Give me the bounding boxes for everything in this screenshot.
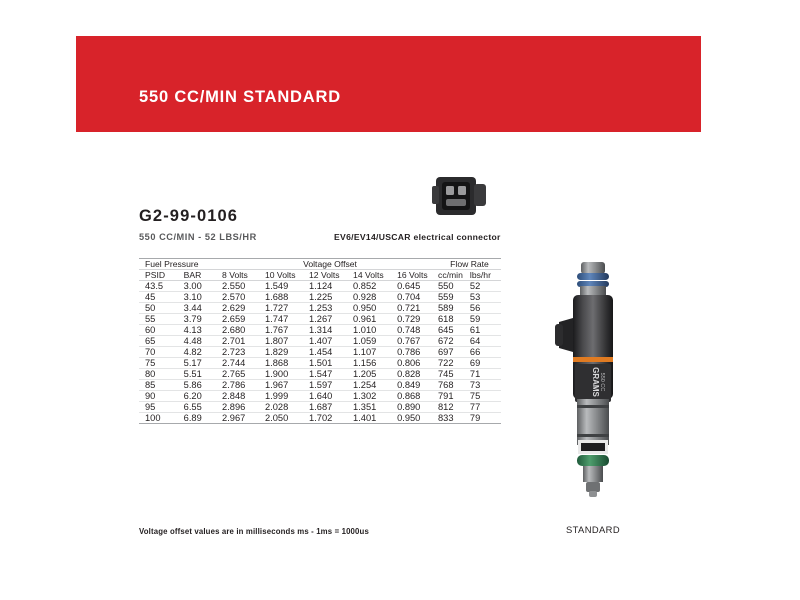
part-number: G2-99-0106 [139,207,239,225]
cell-12v: 1.501 [309,358,353,369]
cell-12v: 1.702 [309,413,353,424]
cell-bar: 6.20 [184,391,222,402]
cell-14v: 1.156 [353,358,397,369]
cell-ccmin: 618 [438,314,470,325]
cell-14v: 1.351 [353,402,397,413]
cell-ccmin: 672 [438,336,470,347]
table-column-header-row [139,270,501,281]
part-subtitle: 550 CC/MIN - 52 LBS/HR [139,232,257,242]
cell-16v: 0.645 [397,281,438,292]
table-row [139,380,501,391]
cell-10v: 2.050 [265,413,309,424]
cell-ccmin: 791 [438,391,470,402]
cell-12v: 1.547 [309,369,353,380]
cell-psid: 60 [139,325,184,336]
cell-8v: 2.744 [222,358,265,369]
cell-ccmin: 697 [438,347,470,358]
cell-12v: 1.253 [309,303,353,314]
connector-plug-icon [430,172,492,220]
cell-10v: 1.549 [265,281,309,292]
cell-12v: 1.124 [309,281,353,292]
group-header-flow-rate: Flow Rate [438,259,501,270]
cell-16v: 0.849 [397,380,438,391]
table-row [139,292,501,303]
cell-bar: 4.48 [184,336,222,347]
table-row [139,369,501,380]
cell-bar: 3.10 [184,292,222,303]
page-title: 550 CC/MIN STANDARD [139,88,341,106]
cell-10v: 1.829 [265,347,309,358]
svg-text:GRAMS: GRAMS [591,367,600,397]
fuel-injector-image [545,258,641,520]
spec-table-body [139,259,501,424]
header-banner [76,36,701,132]
cell-10v: 1.868 [265,358,309,369]
spec-table [139,258,501,424]
group-header-fuel-pressure: Fuel Pressure [139,259,222,270]
cell-8v: 2.765 [222,369,265,380]
cell-8v: 2.848 [222,391,265,402]
cell-ccmin: 589 [438,303,470,314]
cell-16v: 0.806 [397,358,438,369]
cell-bar: 3.79 [184,314,222,325]
cell-12v: 1.687 [309,402,353,413]
cell-bar: 3.44 [184,303,222,314]
table-row [139,347,501,358]
cell-10v: 1.688 [265,292,309,303]
cell-16v: 0.729 [397,314,438,325]
cell-8v: 2.723 [222,347,265,358]
table-row [139,391,501,402]
connector-label: EV6/EV14/USCAR electrical connector [334,232,501,242]
cell-lbshr: 53 [470,292,501,303]
table-row [139,402,501,413]
cell-8v: 2.701 [222,336,265,347]
cell-psid: 50 [139,303,184,314]
cell-8v: 2.570 [222,292,265,303]
cell-ccmin: 768 [438,380,470,391]
cell-lbshr: 75 [470,391,501,402]
cell-16v: 0.704 [397,292,438,303]
table-row [139,314,501,325]
cell-psid: 80 [139,369,184,380]
cell-lbshr: 66 [470,347,501,358]
cell-8v: 2.550 [222,281,265,292]
column-header-10-volts: 10 Volts [265,270,309,281]
table-row [139,303,501,314]
group-header-voltage-offset: Voltage Offset [222,259,438,270]
cell-lbshr: 77 [470,402,501,413]
cell-ccmin: 559 [438,292,470,303]
cell-lbshr: 61 [470,325,501,336]
cell-psid: 90 [139,391,184,402]
table-group-header-row [139,259,501,270]
cell-8v: 2.680 [222,325,265,336]
table-row [139,413,501,424]
cell-lbshr: 79 [470,413,501,424]
cell-14v: 1.302 [353,391,397,402]
cell-bar: 4.13 [184,325,222,336]
cell-psid: 95 [139,402,184,413]
table-row [139,358,501,369]
cell-8v: 2.659 [222,314,265,325]
cell-bar: 5.86 [184,380,222,391]
cell-10v: 1.900 [265,369,309,380]
cell-16v: 0.721 [397,303,438,314]
cell-10v: 2.028 [265,402,309,413]
cell-16v: 0.828 [397,369,438,380]
cell-psid: 75 [139,358,184,369]
cell-12v: 1.454 [309,347,353,358]
cell-12v: 1.225 [309,292,353,303]
column-header-14-volts: 14 Volts [353,270,397,281]
cell-12v: 1.597 [309,380,353,391]
cell-bar: 4.82 [184,347,222,358]
cell-14v: 0.950 [353,303,397,314]
cell-16v: 0.786 [397,347,438,358]
injector-caption: STANDARD [565,524,621,535]
cell-lbshr: 71 [470,369,501,380]
cell-14v: 0.852 [353,281,397,292]
cell-psid: 65 [139,336,184,347]
cell-14v: 1.107 [353,347,397,358]
cell-lbshr: 69 [470,358,501,369]
footnote-text: Voltage offset values are in milliseconds ms - 1ms = 1000us [139,527,369,536]
column-header-bar: BAR [184,270,222,281]
column-header-16-volts: 16 Volts [397,270,438,281]
cell-10v: 1.967 [265,380,309,391]
cell-10v: 1.999 [265,391,309,402]
table-row [139,336,501,347]
cell-psid: 70 [139,347,184,358]
cell-bar: 5.51 [184,369,222,380]
cell-lbshr: 64 [470,336,501,347]
cell-12v: 1.267 [309,314,353,325]
column-header-8-volts: 8 Volts [222,270,265,281]
cell-10v: 1.747 [265,314,309,325]
svg-text:550 CC: 550 CC [599,372,605,392]
cell-bar: 6.89 [184,413,222,424]
cell-10v: 1.767 [265,325,309,336]
cell-ccmin: 812 [438,402,470,413]
cell-14v: 1.059 [353,336,397,347]
cell-lbshr: 59 [470,314,501,325]
cell-bar: 3.00 [184,281,222,292]
cell-psid: 43.5 [139,281,184,292]
cell-bar: 5.17 [184,358,222,369]
cell-14v: 0.928 [353,292,397,303]
cell-lbshr: 52 [470,281,501,292]
cell-lbshr: 56 [470,303,501,314]
cell-14v: 0.961 [353,314,397,325]
cell-12v: 1.407 [309,336,353,347]
cell-16v: 0.950 [397,413,438,424]
cell-16v: 0.890 [397,402,438,413]
cell-10v: 1.727 [265,303,309,314]
table-row [139,325,501,336]
cell-12v: 1.314 [309,325,353,336]
cell-ccmin: 645 [438,325,470,336]
cell-14v: 1.401 [353,413,397,424]
cell-psid: 85 [139,380,184,391]
cell-psid: 45 [139,292,184,303]
table-row [139,281,501,292]
cell-10v: 1.807 [265,336,309,347]
cell-14v: 1.254 [353,380,397,391]
column-header-ccmin: cc/min [438,270,470,281]
cell-bar: 6.55 [184,402,222,413]
cell-ccmin: 833 [438,413,470,424]
cell-12v: 1.640 [309,391,353,402]
cell-14v: 1.205 [353,369,397,380]
cell-lbshr: 73 [470,380,501,391]
column-header-12-volts: 12 Volts [309,270,353,281]
cell-14v: 1.010 [353,325,397,336]
cell-8v: 2.786 [222,380,265,391]
cell-ccmin: 550 [438,281,470,292]
cell-8v: 2.967 [222,413,265,424]
cell-16v: 0.767 [397,336,438,347]
cell-16v: 0.868 [397,391,438,402]
cell-ccmin: 722 [438,358,470,369]
column-header-psid: PSID [139,270,184,281]
cell-8v: 2.896 [222,402,265,413]
cell-psid: 55 [139,314,184,325]
cell-8v: 2.629 [222,303,265,314]
cell-ccmin: 745 [438,369,470,380]
cell-16v: 0.748 [397,325,438,336]
spec-table-container [139,258,501,424]
cell-psid: 100 [139,413,184,424]
column-header-lbshr: lbs/hr [470,270,501,281]
